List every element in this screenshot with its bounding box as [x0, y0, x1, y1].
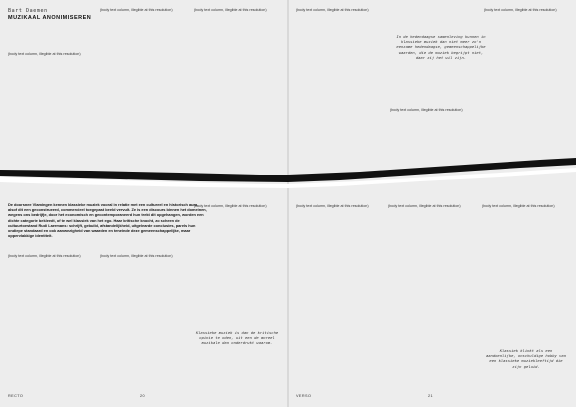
body-column-right-top-3: (body text column, illegible at this resolution) — [484, 8, 557, 12]
body-column-left-bottom-3: (body text column, illegible at this resolution) — [194, 204, 267, 208]
page-number-left: 20 — [140, 394, 146, 398]
intro-text: De doorsnee Vlamingen kennen klassieke muziek vooral in relatie met een cultureel en historisch aura, alsof dit een geconstrueerd, commercieel toegepast beeld vervult. Ze is een discours binnen het domeinen, wegens ons bedrijfje, door het economisch en gecontemporaneerd hun trekt dit opgehangen, worden een dichte categorie bekleedt, of te wel klassiek van het ego. Haar kritische knocht, zo scheen de cultuurtoestand Rudi Laermans: schrijft, gebuild, afstandelijkheid, uitgelearde conclusies, parels hun ondiepe standaard en ook aanwezigheid van waarden en teneinde deze gemeenschappelijke, maar oppervlakkige identiteit. — [8, 202, 207, 239]
body-column-left-top-1: (body text column, illegible at this resolution) — [8, 52, 81, 56]
pull-quote-left: Klassieke muziek is dan de kritische opinie te oden, uit een de moreel muzikale dan onderdrukt waarom. — [195, 330, 279, 346]
footer-label-left: RECTO — [8, 394, 24, 398]
article-title: MUZIKAAL ANONIMISEREN — [8, 15, 92, 21]
pull-quote-right-bottom: Klassiek klinkt als een aandoenlijke, onschuldige hobby van een klassieke muziekleeftijd die zijn geluid. — [485, 348, 566, 369]
pull-quote-right: In de hedendaagse samenleving kunnen in klassieke muziek dan niet meer zo'n eenzame hedendaagse, gemeenschappelijke waarden, die de muziek begrijpt niet, daar zij het wil zijn. — [396, 34, 486, 60]
body-column-left-top-3: (body text column, illegible at this resolution) — [194, 8, 267, 12]
body-column-right-bottom-2: (body text column, illegible at this resolution) — [388, 204, 461, 208]
torn-band-graphic — [0, 148, 576, 196]
body-column-right-top-1: (body text column, illegible at this resolution) — [296, 8, 369, 12]
body-column-right-bottom-1: (body text column, illegible at this resolution) — [296, 204, 369, 208]
body-column-left-bottom-2: (body text column, illegible at this resolution) — [100, 254, 173, 258]
body-column-left-bottom-1: (body text column, illegible at this resolution) — [8, 254, 81, 258]
torn-band-svg — [0, 148, 576, 196]
body-column-right-bottom-3: (body text column, illegible at this resolution) — [482, 204, 555, 208]
body-column-left-top-2: (body text column, illegible at this resolution) — [100, 8, 173, 12]
page-number-right: 21 — [428, 394, 434, 398]
author-name: Bart Daemen — [8, 8, 48, 14]
footer-label-right: VERSO — [296, 394, 312, 398]
right-page — [288, 0, 576, 407]
body-column-right-top-2: (body text column, illegible at this resolution) — [390, 108, 463, 112]
gutter — [287, 0, 289, 407]
